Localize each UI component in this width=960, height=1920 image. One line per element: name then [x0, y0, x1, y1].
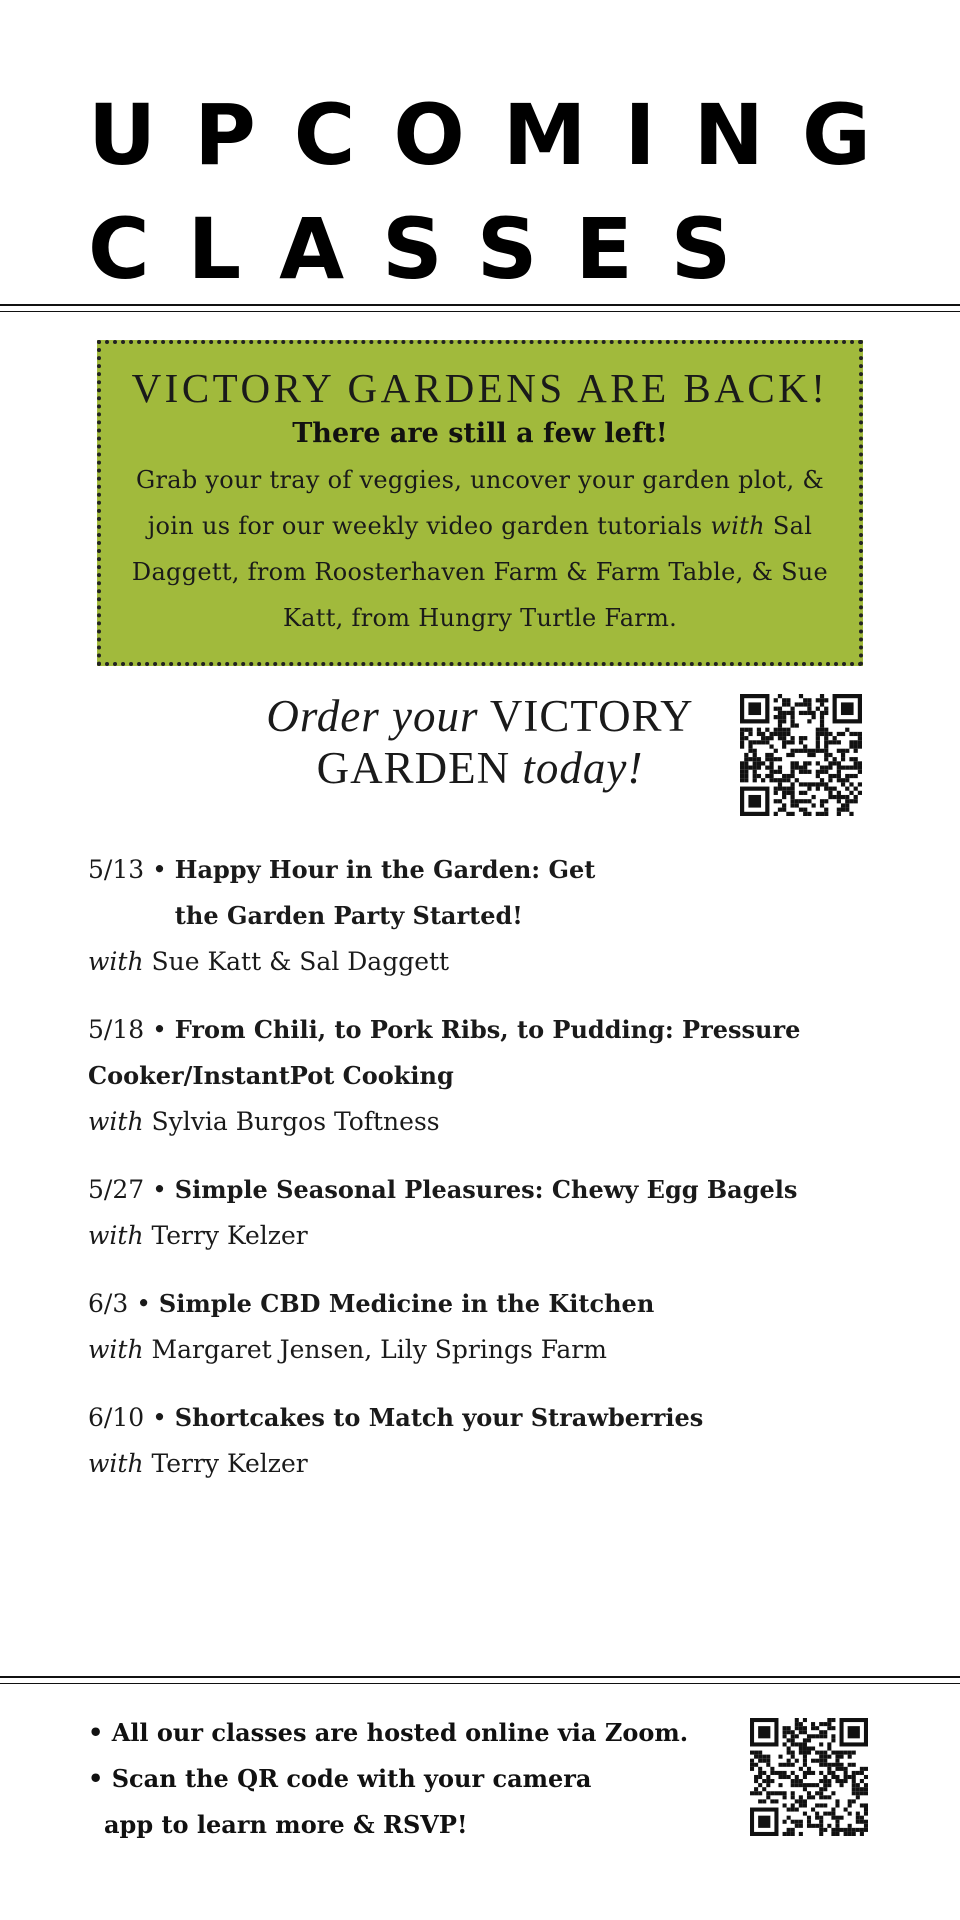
class-instructor-line — [88, 1213, 908, 1259]
order-part-2: VICTORY GARDEN — [316, 691, 694, 793]
class-title: From Chili, to Pork Ribs, to Pudding: Pressure Cooker/InstantPot Cooking — [88, 1015, 801, 1090]
class-instructor: Sue Katt & Sal Daggett — [151, 947, 450, 976]
title-line-1: UPCOMING — [88, 86, 909, 184]
footer-note-zoom: • All our classes are hosted online via Zoom. — [88, 1718, 689, 1747]
class-instructor-line — [88, 1099, 908, 1145]
class-instructor: Margaret Jensen, Lily Springs Farm — [151, 1335, 607, 1364]
class-item — [88, 1395, 908, 1487]
bullet-separator: • — [152, 855, 167, 884]
class-title: Shortcakes to Match your Strawberries — [174, 1403, 704, 1432]
class-item — [88, 1281, 908, 1373]
class-instructor-line — [88, 1327, 908, 1373]
class-list — [88, 847, 908, 1509]
top-divider — [0, 304, 960, 312]
class-instructor: Terry Kelzer — [151, 1449, 308, 1478]
with-label: with — [88, 1107, 144, 1136]
bullet-separator: • — [136, 1289, 151, 1318]
bullet-separator: • — [152, 1015, 167, 1044]
class-date: 6/10 — [88, 1403, 145, 1432]
bullet-separator: • — [152, 1403, 167, 1432]
promo-subheading: There are still a few left! — [292, 418, 668, 449]
order-part-1: Order your — [266, 691, 479, 741]
class-date: 5/18 — [88, 1015, 145, 1044]
class-date: 5/13 — [88, 855, 145, 884]
with-label: with — [88, 1221, 144, 1250]
page-title — [88, 78, 909, 306]
class-title: Happy Hour in the Garden: Get the Garden Party Started! — [174, 855, 596, 930]
class-date: 6/3 — [88, 1289, 129, 1318]
class-title: Simple CBD Medicine in the Kitchen — [158, 1289, 655, 1318]
footer-note-scan-cont: app to learn more & RSVP! — [104, 1810, 468, 1839]
promo-heading: VICTORY GARDENS ARE BACK! — [131, 365, 829, 411]
class-instructor-line — [88, 1441, 908, 1487]
with-label: with — [88, 1449, 144, 1478]
order-call-to-action — [230, 690, 730, 794]
bullet-separator: • — [152, 1175, 167, 1204]
class-date: 5/27 — [88, 1175, 145, 1204]
with-label: with — [88, 947, 144, 976]
class-item — [88, 847, 908, 985]
footer-note-scan: • Scan the QR code with your camera — [88, 1764, 592, 1793]
promo-body-with: with — [710, 512, 765, 540]
class-item — [88, 1007, 908, 1145]
with-label: with — [88, 1335, 144, 1364]
order-part-3: today! — [522, 743, 644, 793]
class-instructor-line — [88, 939, 908, 985]
class-instructor: Sylvia Burgos Toftness — [151, 1107, 440, 1136]
title-line-2: CLASSES — [88, 200, 770, 298]
promo-body-text-2: Sal Daggett, from Roosterhaven Farm & Farm Table, & Sue Katt, from Hungry Turtle Farm. — [131, 512, 829, 632]
footer-notes — [88, 1710, 708, 1848]
promo-body — [115, 457, 845, 641]
class-item — [88, 1167, 908, 1259]
promo-body-text-1: Grab your tray of veggies, uncover your garden plot, & join us for our weekly video garden tutorials — [135, 466, 824, 540]
victory-garden-promo — [97, 340, 863, 666]
class-instructor: Terry Kelzer — [151, 1221, 308, 1250]
class-title: Simple Seasonal Pleasures: Chewy Egg Bagels — [174, 1175, 798, 1204]
qr-code-icon[interactable] — [750, 1718, 868, 1836]
bottom-divider — [0, 1676, 960, 1684]
qr-code-icon[interactable] — [740, 694, 862, 816]
